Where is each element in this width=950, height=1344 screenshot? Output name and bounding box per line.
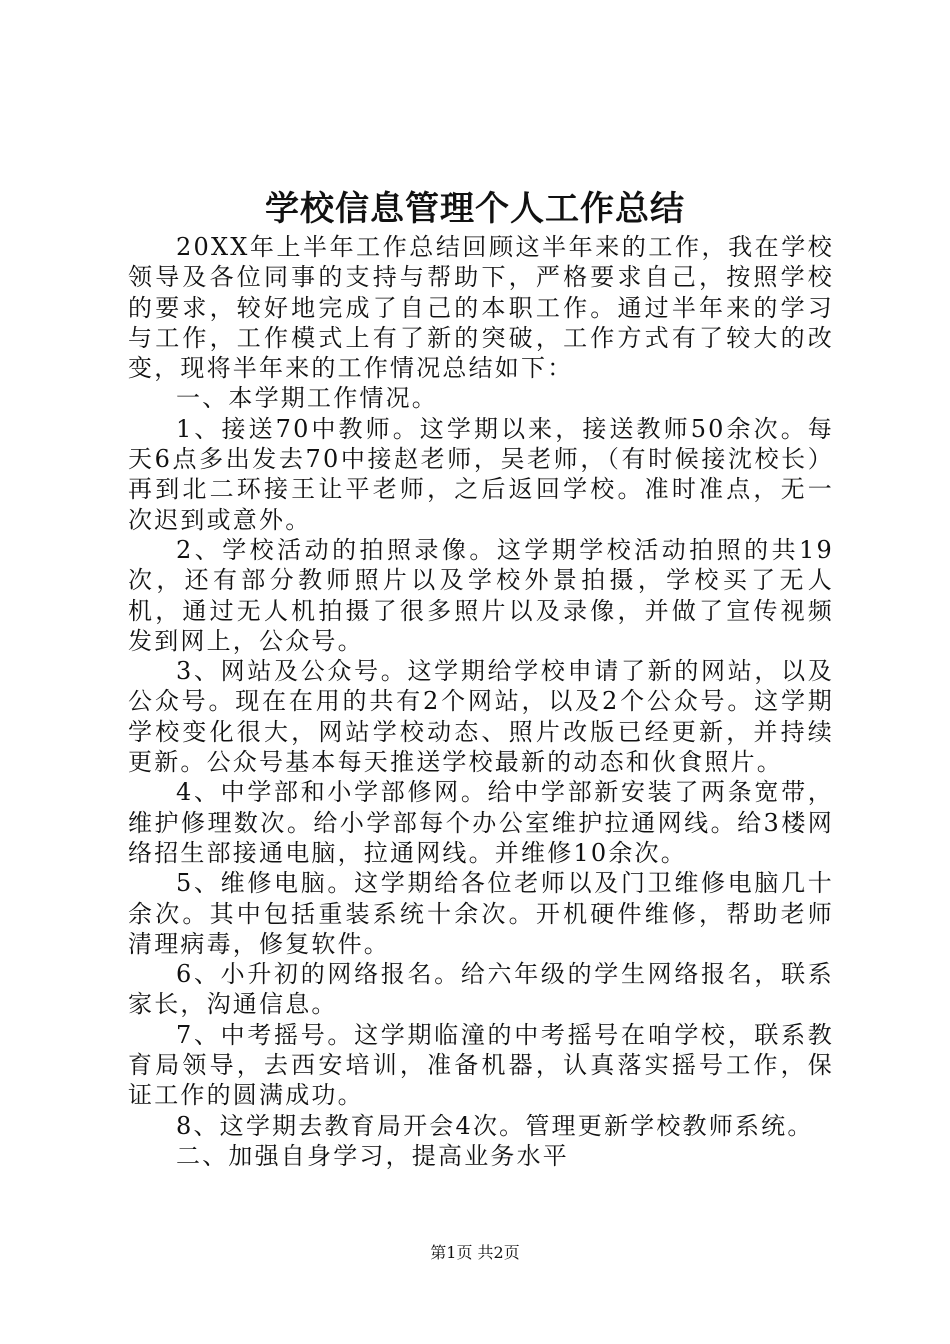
- paragraph-item-3: 3、网站及公众号。这学期给学校申请了新的网站，以及公众号。现在在用的共有2个网站，以及2个公众号。这学期学校变化很大，网站学校动态、照片改版已经更新，并持续更新。公众号基本每天推送学校最新的动态和伙食照片。: [128, 657, 834, 777]
- document-title: 学校信息管理个人工作总结: [265, 189, 685, 229]
- paragraph-section-2-heading: 二、加强自身学习，提高业务水平: [176, 1141, 569, 1170]
- paragraph-intro: 20XX年上半年工作总结回顾这半年来的工作，我在学校领导及各位同事的支持与帮助下，严格要求自己，按照学校的要求，较好地完成了自己的本职工作。通过半年来的学习与工作，工作模式上有了新的突破，工作方式有了较大的改变，现将半年来的工作情况总结如下：: [128, 233, 834, 383]
- paragraph-item-6: 6、小升初的网络报名。给六年级的学生网络报名，联系家长，沟通信息。: [128, 960, 834, 1019]
- document-body: [128, 232, 834, 1171]
- paragraph-item-2: 2、学校活动的拍照录像。这学期学校活动拍照的共19次，还有部分教师照片以及学校外景拍摄，学校买了无人机，通过无人机拍摄了很多照片以及录像，并做了宣传视频发到网上，公众号。: [128, 535, 834, 655]
- paragraph-section-1-heading: 一、本学期工作情况。: [176, 384, 438, 413]
- paragraph-item-4: 4、中学部和小学部修网。给中学部新安装了两条宽带，维护修理数次。给小学部每个办公室维护拉通网线。给3楼网络招生部接通电脑，拉通网线。并维修10余次。: [128, 778, 834, 867]
- paragraph-item-7: 7、中考摇号。这学期临潼的中考摇号在咱学校，联系教育局领导，去西安培训，准备机器，认真落实摇号工作，保证工作的圆满成功。: [128, 1020, 834, 1110]
- paragraph-item-1: 1、接送70中教师。这学期以来，接送教师50余次。每天6点多出发去70中接赵老师，吴老师，（有时候接沈校长）再到北二环接王让平老师，之后返回学校。准时准点，无一次迟到或意外。: [128, 414, 834, 534]
- paragraph-item-5: 5、维修电脑。这学期给各位老师以及门卫维修电脑几十余次。其中包括重装系统十余次。开机硬件维修，帮助老师清理病毒，修复软件。: [128, 869, 834, 958]
- page-number-footer: 第1页 共2页: [430, 1243, 520, 1262]
- paragraph-item-8: 8、这学期去教育局开会4次。管理更新学校教师系统。: [176, 1111, 814, 1140]
